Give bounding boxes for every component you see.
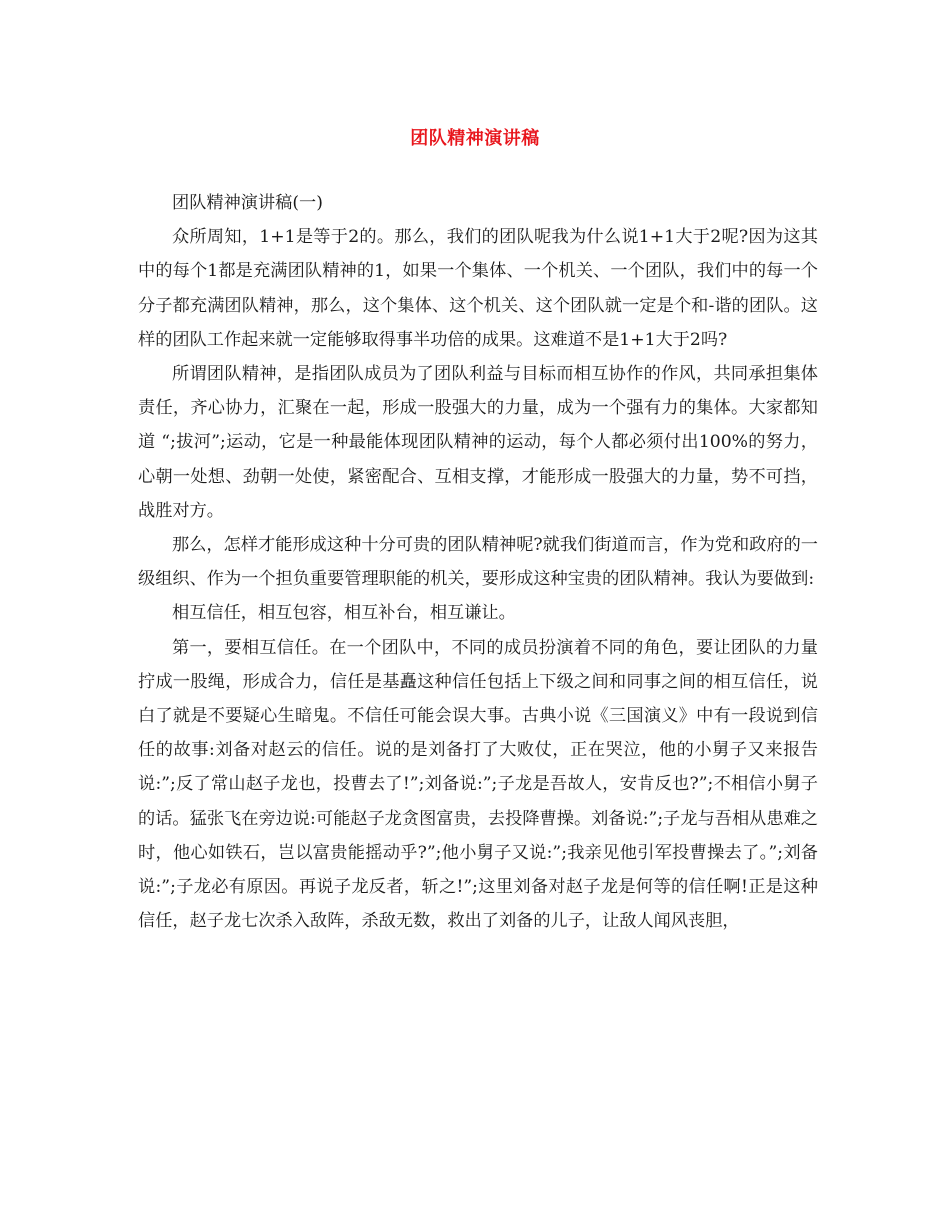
document-title: 团队精神演讲稿 <box>410 128 540 149</box>
paragraph-2: 所谓团队精神，是指团队成员为了团队利益与目标而相互协作的作风，共同承担集体责任，齐心协力，汇聚在一起，形成一股强大的力量，成为一个强有力的集体。大家都知道 “;拔河”;运动，它是一种最能体现团队精神的运动，每个人都必须付出100%的努力，心朝一处想、劲朝一处使，紧密配合、互相支撑，才能形成一股强大的力量，势不可挡，战胜对方。 <box>138 364 818 521</box>
document-body <box>138 186 818 938</box>
paragraph-5: 第一，要相互信任。在一个团队中，不同的成员扮演着不同的角色，要让团队的力量拧成一股绳，形成合力，信任是基矗这种信任包括上下级之间和同事之间的相互信任，说白了就是不要疑心生暗鬼。不信任可能会误大事。古典小说《三国演义》中有一段说到信任的故事:刘备对赵云的信任。说的是刘备打了大败仗，正在哭泣，他的小舅子又来报告说:”;反了常山赵子龙也，投曹去了!”;刘备说:”;子龙是吾故人，安肯反也?”;不相信小舅子的话。猛张飞在旁边说:可能赵子龙贪图富贵，去投降曹操。刘备说:”;子龙与吾相从患难之时，他心如铁石，岂以富贵能摇动乎?”;他小舅子又说:”;我亲见他引军投曹操去了。”;刘备说:”;子龙必有原因。再说子龙反者，斩之!”;这里刘备对赵子龙是何等的信任啊!正是这种信任，赵子龙七次杀入敌阵，杀敌无数，救出了刘备的儿子，让敌人闻风丧胆， <box>138 637 818 932</box>
paragraph-subtitle: 团队精神演讲稿(一) <box>172 193 323 213</box>
paragraph-4: 相互信任，相互包容，相互补台，相互谦让。 <box>172 603 516 624</box>
paragraph-1: 众所周知，1+1是等于2的。那么，我们的团队呢我为什么说1+1大于2呢?因为这其中的每个1都是充满团队精神的1，如果一个集体、一个机关、一个团队，我们中的每一个分子都充满团队精神，那么，这个集体、这个机关、这个团队就一定是个和-谐的团队。这样的团队工作起来就一定能够取得事半功倍的成果。这难道不是1+1大于2吗? <box>138 227 818 350</box>
paragraph-3: 那么，怎样才能形成这种十分可贵的团队精神呢?就我们街道而言，作为党和政府的一级组织、作为一个担负重要管理职能的机关，要形成这种宝贵的团队精神。我认为要做到: <box>138 535 818 590</box>
